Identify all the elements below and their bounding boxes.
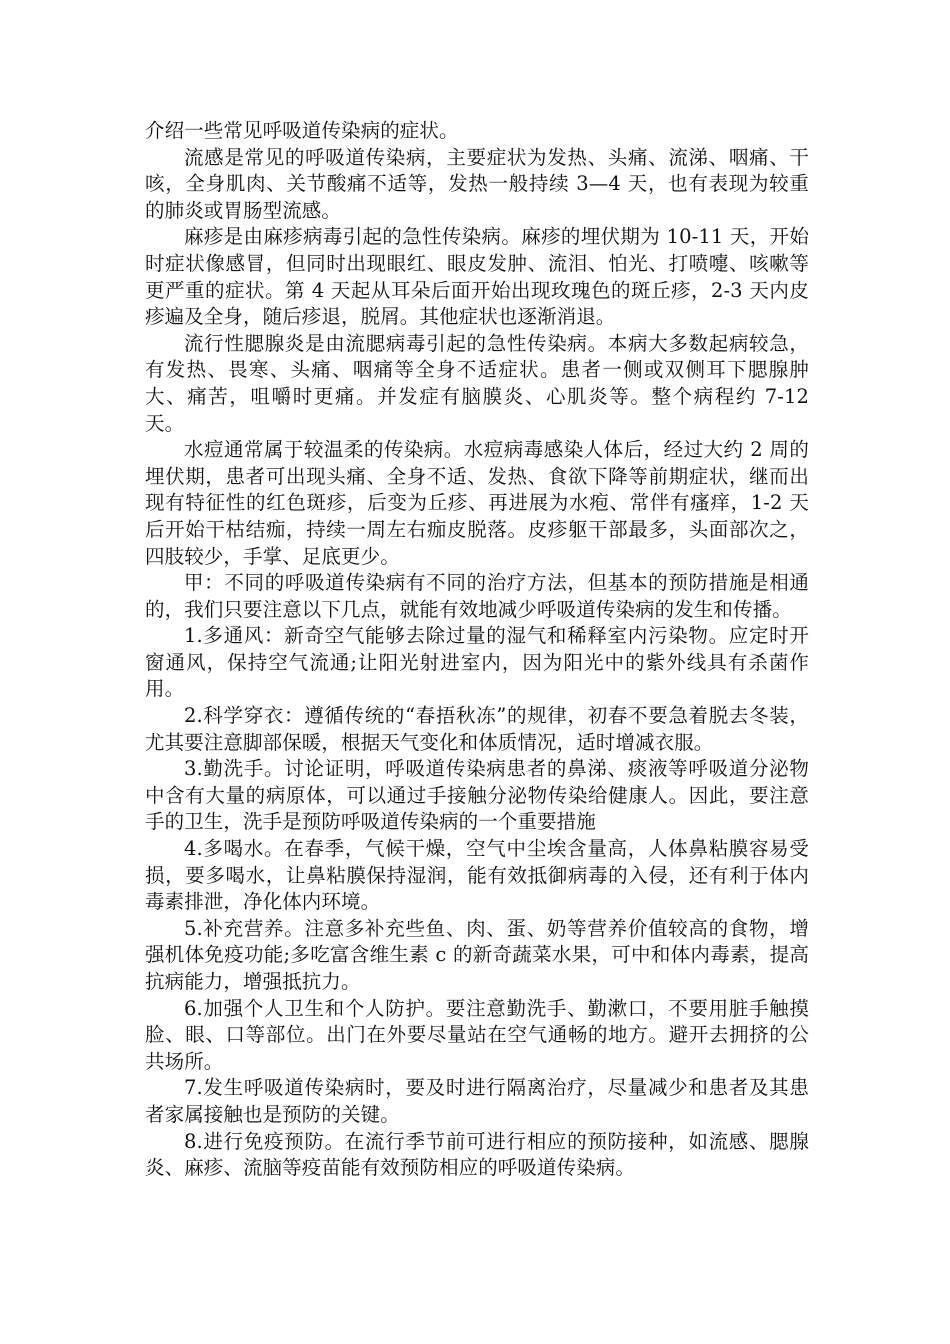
paragraph-chickenpox: 水痘通常属于较温柔的传染病。水痘病毒感染人体后，经过大约 2 周的埋伏期，患者可出现头痛、全身不适、发热、食欲下降等前期症状，继而出现有特征性的红色斑疹，后变为丘疹、再进展为水疱、常伴有瘙痒，1-2 天后开始干枯结痂，持续一周左右痂皮脱落。皮疹躯干部最多，头面部次之，四肢较少，手掌、足底更少。 xyxy=(145,438,809,568)
paragraph-item-water: 4.多喝水。在春季，气候干燥，空气中尘埃含量高，人体鼻粘膜容易受损，要多喝水，让鼻粘膜保持湿润，能有效抵御病毒的入侵，还有利于体内毒素排泄，净化体内环境。 xyxy=(145,837,809,914)
paragraph-item-ventilation: 1.多通风：新奇空气能够去除过量的湿气和稀释室内污染物。应定时开窗通风，保持空气流通;让阳光射进室内，因为阳光中的紫外线具有杀菌作用。 xyxy=(145,624,809,701)
paragraph-influenza: 流感是常见的呼吸道传染病，主要症状为发热、头痛、流涕、咽痛、干咳，全身肌肉、关节酸痛不适等，发热一般持续 3—4 天，也有表现为较重的肺炎或胃肠型流感。 xyxy=(145,145,809,222)
paragraph-prevention-intro: 甲：不同的呼吸道传染病有不同的治疗方法，但基本的预防措施是相通的，我们只要注意以下几点，就能有效地减少呼吸道传染病的发生和传播。 xyxy=(145,571,809,621)
paragraph-item-hygiene: 6.加强个人卫生和个人防护。要注意勤洗手、勤漱口，不要用脏手触摸脸、眼、口等部位。出门在外要尽量站在空气通畅的地方。避开去拥挤的公共场所。 xyxy=(145,996,809,1073)
paragraph-measles: 麻疹是由麻疹病毒引起的急性传染病。麻疹的埋伏期为 10-11 天，开始时症状像感冒，但同时出现眼红、眼皮发肿、流泪、怕光、打喷嚏、咳嗽等更严重的症状。第 4 天起从耳朵后面开始出现玫瑰色的斑丘疹，2-3 天内皮疹遍及全身，随后疹退，脱屑。其他症状也逐渐消退。 xyxy=(145,225,809,329)
paragraph-intro: 介绍一些常见呼吸道传染病的症状。 xyxy=(145,119,459,142)
paragraph-item-immunization: 8.进行免疫预防。在流行季节前可进行相应的预防接种，如流感、腮腺炎、麻疹、流脑等疫苗能有效预防相应的呼吸道传染病。 xyxy=(145,1129,809,1180)
document-body xyxy=(145,118,809,1182)
paragraph-item-handwashing: 3.勤洗手。讨论证明，呼吸道传染病患者的鼻涕、痰液等呼吸道分泌物中含有大量的病原体，可以通过手接触分泌物传染给健康人。因此，要注意手的卫生，洗手是预防呼吸道传染病的一个重要措施 xyxy=(145,757,809,834)
paragraph-item-isolation: 7.发生呼吸道传染病时，要及时进行隔离治疗，尽量减少和患者及其患者家属接触也是预防的关键。 xyxy=(145,1076,809,1126)
paragraph-item-clothing: 2.科学穿衣：遵循传统的“春捂秋冻”的规律，初春不要急着脱去冬装，尤其要注意脚部保暖，根据天气变化和体质情况，适时增减衣服。 xyxy=(145,704,809,754)
paragraph-mumps: 流行性腮腺炎是由流腮病毒引起的急性传染病。本病大多数起病较急，有发热、畏寒、头痛、咽痛等全身不适症状。患者一侧或双侧耳下腮腺肿大、痛苦，咀嚼时更痛。并发症有脑膜炎、心肌炎等。整个病程约 7-12 天。 xyxy=(145,331,809,435)
paragraph-item-nutrition: 5.补充营养。注意多补充些鱼、肉、蛋、奶等营养价值较高的食物，增强机体免疫功能;多吃富含维生素 c 的新奇蔬菜水果，可中和体内毒素，提高抗病能力，增强抵抗力。 xyxy=(145,916,809,993)
